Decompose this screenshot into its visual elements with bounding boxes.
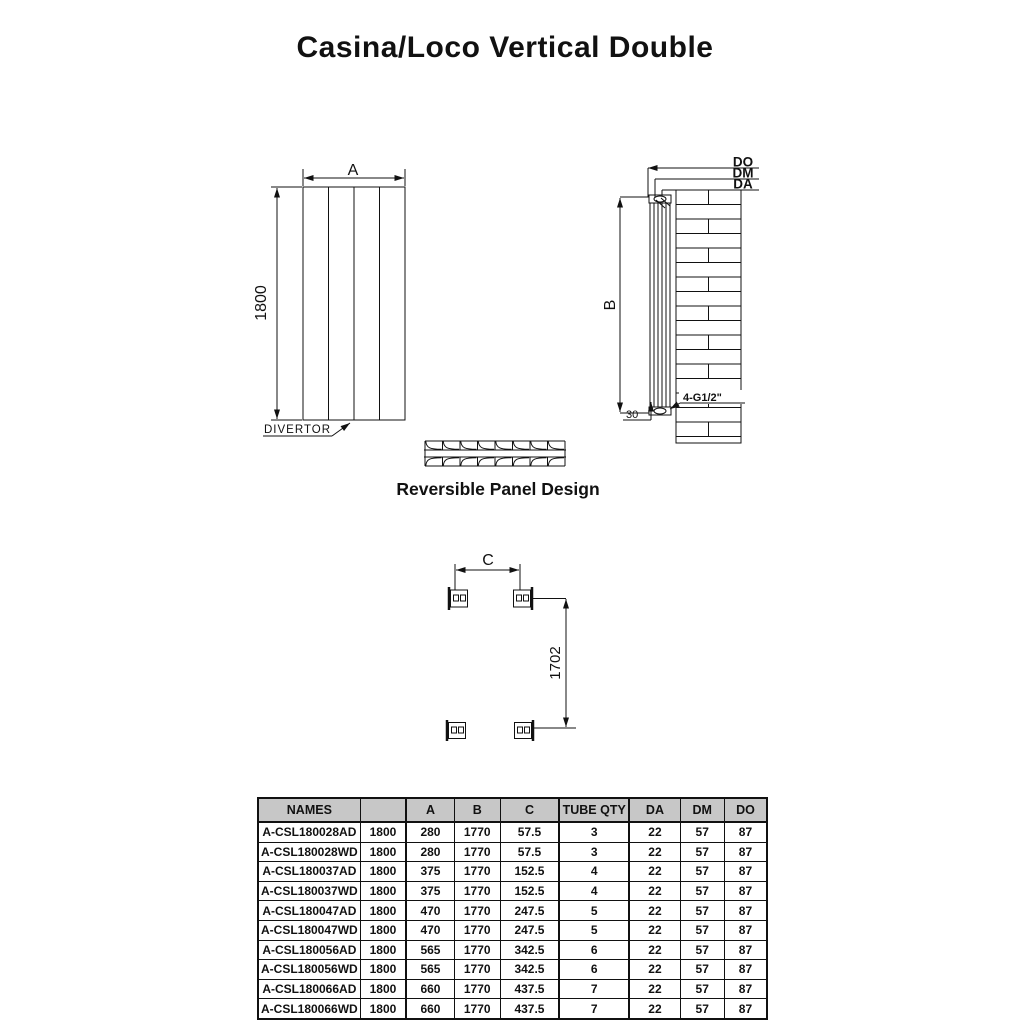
- table-cell: 437.5: [500, 999, 559, 1019]
- table-cell: 1770: [454, 901, 500, 921]
- table-cell: A-CSL180028AD: [258, 822, 360, 842]
- table-cell: 1800: [360, 960, 406, 980]
- table-cell: 87: [724, 901, 767, 921]
- table-cell: 22: [629, 862, 680, 882]
- table-cell: 22: [629, 901, 680, 921]
- table-cell: 57: [680, 999, 724, 1019]
- table-cell: 470: [406, 901, 454, 921]
- panel-design-caption: Reversible Panel Design: [396, 479, 600, 499]
- bracket-bottom-left: [447, 720, 466, 741]
- table-cell: 57: [680, 881, 724, 901]
- table-row: [258, 862, 767, 882]
- table-cell: A-CSL180066WD: [258, 999, 360, 1019]
- bracket-bottom-right: [515, 720, 534, 741]
- table-cell: 87: [724, 979, 767, 999]
- front-width-label: A: [347, 162, 359, 179]
- table-cell: 152.5: [500, 881, 559, 901]
- wall-gap-label: 30: [626, 409, 639, 421]
- table-cell: 375: [406, 862, 454, 882]
- column-header: TUBE QTY: [559, 798, 629, 822]
- column-header: DO: [724, 798, 767, 822]
- table-cell: 57: [680, 842, 724, 862]
- table-cell: 4: [559, 862, 629, 882]
- table-cell: 87: [724, 862, 767, 882]
- side-dm-label: DM: [732, 165, 754, 181]
- panel-divider-lines: [329, 187, 380, 420]
- front-height-label: 1800: [253, 285, 270, 321]
- table-cell: 3: [559, 842, 629, 862]
- table-cell: 152.5: [500, 862, 559, 882]
- table-cell: A-CSL180056AD: [258, 940, 360, 960]
- table-cell: 87: [724, 960, 767, 980]
- side-da-label: DA: [733, 176, 753, 192]
- table-cell: 1770: [454, 920, 500, 940]
- table-cell: 5: [559, 901, 629, 921]
- table-cell: 57: [680, 940, 724, 960]
- table-row: [258, 999, 767, 1019]
- column-header: [360, 798, 406, 822]
- bracket-height-label: 1702: [547, 646, 564, 680]
- table-row: [258, 940, 767, 960]
- table-row: [258, 842, 767, 862]
- table-cell: 3: [559, 822, 629, 842]
- table-cell: 1800: [360, 822, 406, 842]
- table-cell: 280: [406, 842, 454, 862]
- table-cell: 247.5: [500, 920, 559, 940]
- table-cell: 1800: [360, 940, 406, 960]
- table-cell: 342.5: [500, 960, 559, 980]
- table-cell: 565: [406, 960, 454, 980]
- table-cell: 22: [629, 979, 680, 999]
- table-cell: 1770: [454, 940, 500, 960]
- top-cross-section-view: [424, 441, 566, 466]
- column-header: NAMES: [258, 798, 360, 822]
- table-cell: 342.5: [500, 940, 559, 960]
- table-row: [258, 881, 767, 901]
- table-cell: 1800: [360, 920, 406, 940]
- table-row: [258, 920, 767, 940]
- table-cell: 1800: [360, 881, 406, 901]
- table-cell: 1800: [360, 842, 406, 862]
- radiator-side-profile: [649, 195, 671, 415]
- table-cell: 57.5: [500, 842, 559, 862]
- bracket-top-right: [514, 587, 533, 610]
- wall-brick-pattern: [676, 190, 741, 443]
- divertor-label: DIVERTOR: [264, 424, 332, 436]
- table-cell: 1770: [454, 862, 500, 882]
- table-cell: 87: [724, 842, 767, 862]
- table-cell: 1770: [454, 842, 500, 862]
- table-cell: 660: [406, 999, 454, 1019]
- table-cell: 437.5: [500, 979, 559, 999]
- table-cell: 470: [406, 920, 454, 940]
- table-cell: 57.5: [500, 822, 559, 842]
- table-row: [258, 822, 767, 842]
- table-cell: 57: [680, 920, 724, 940]
- front-elevation-view: [263, 169, 405, 436]
- connection-leader-line: [670, 403, 680, 409]
- table-cell: A-CSL180047AD: [258, 901, 360, 921]
- table-cell: 22: [629, 960, 680, 980]
- table-cell: 1800: [360, 979, 406, 999]
- table-cell: 4: [559, 881, 629, 901]
- table-cell: 22: [629, 940, 680, 960]
- table-cell: 6: [559, 960, 629, 980]
- column-header: A: [406, 798, 454, 822]
- table-cell: 22: [629, 920, 680, 940]
- side-do-label: DO: [732, 154, 754, 170]
- table-cell: 247.5: [500, 901, 559, 921]
- table-cell: 1800: [360, 862, 406, 882]
- table-cell: A-CSL180037AD: [258, 862, 360, 882]
- table-cell: 87: [724, 822, 767, 842]
- table-cell: 87: [724, 999, 767, 1019]
- table-cell: 22: [629, 881, 680, 901]
- connection-label: 4-G1/2": [683, 392, 722, 404]
- table-row: [258, 960, 767, 980]
- column-header: DA: [629, 798, 680, 822]
- table-cell: 1770: [454, 960, 500, 980]
- table-cell: 7: [559, 999, 629, 1019]
- table-row: [258, 901, 767, 921]
- spec-table-wrap: [257, 797, 768, 1020]
- table-cell: 22: [629, 999, 680, 1019]
- table-cell: 57: [680, 822, 724, 842]
- table-cell: 57: [680, 979, 724, 999]
- table-cell: A-CSL180066AD: [258, 979, 360, 999]
- table-cell: 22: [629, 842, 680, 862]
- table-cell: 375: [406, 881, 454, 901]
- divertor-leader-line: [332, 423, 350, 436]
- table-cell: 87: [724, 940, 767, 960]
- column-header: DM: [680, 798, 724, 822]
- table-cell: 660: [406, 979, 454, 999]
- table-cell: 6: [559, 940, 629, 960]
- page-title: Casina/Loco Vertical Double: [296, 31, 714, 64]
- table-cell: 1800: [360, 999, 406, 1019]
- column-header: C: [500, 798, 559, 822]
- table-cell: 565: [406, 940, 454, 960]
- table-cell: 57: [680, 960, 724, 980]
- table-cell: A-CSL180028WD: [258, 842, 360, 862]
- bracket-spacing-label: C: [482, 552, 494, 569]
- table-cell: 87: [724, 920, 767, 940]
- table-cell: 1770: [454, 999, 500, 1019]
- table-cell: 1770: [454, 881, 500, 901]
- table-cell: 1800: [360, 901, 406, 921]
- spec-table-body: [258, 822, 767, 1019]
- table-cell: 5: [559, 920, 629, 940]
- spec-table: [257, 797, 768, 1020]
- table-cell: A-CSL180037WD: [258, 881, 360, 901]
- table-cell: 22: [629, 822, 680, 842]
- side-height-label: B: [602, 299, 619, 311]
- bottom-tube-section: [654, 408, 666, 414]
- table-cell: A-CSL180047WD: [258, 920, 360, 940]
- table-cell: 1770: [454, 822, 500, 842]
- table-cell: 57: [680, 862, 724, 882]
- table-cell: 1770: [454, 979, 500, 999]
- table-cell: 7: [559, 979, 629, 999]
- table-cell: A-CSL180056WD: [258, 960, 360, 980]
- table-row: [258, 979, 767, 999]
- bracket-top-left: [449, 587, 468, 610]
- spec-table-header-row: [258, 798, 767, 822]
- table-cell: 57: [680, 901, 724, 921]
- table-cell: 280: [406, 822, 454, 842]
- table-cell: 87: [724, 881, 767, 901]
- column-header: B: [454, 798, 500, 822]
